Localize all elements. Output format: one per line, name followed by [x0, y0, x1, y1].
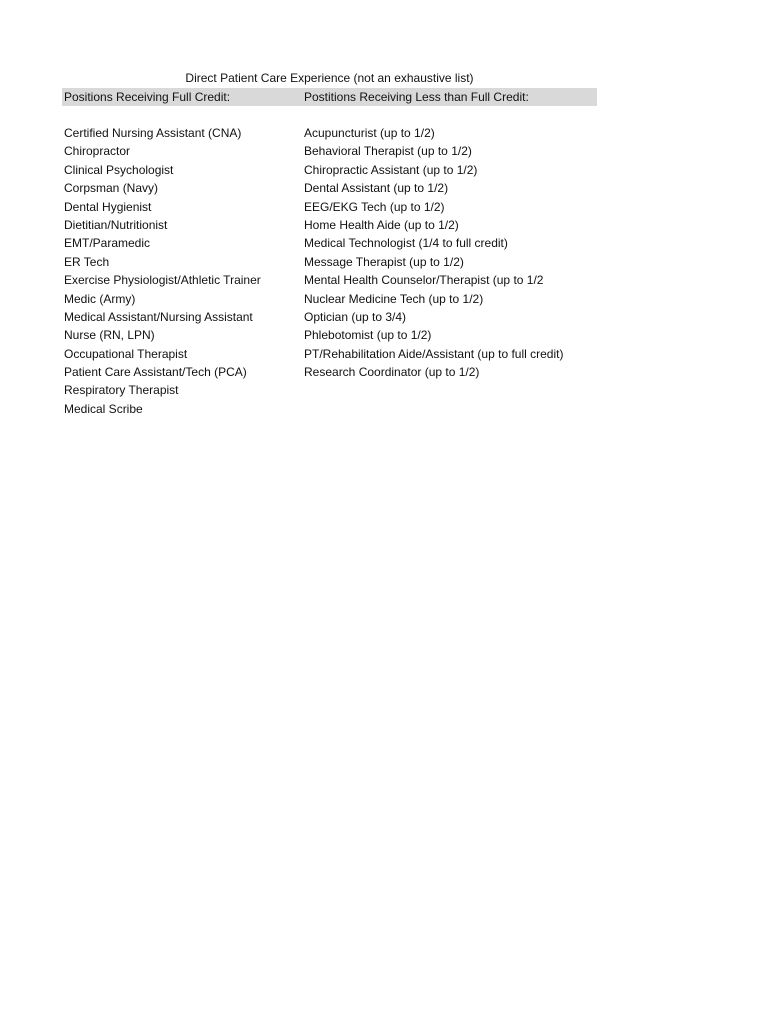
full-credit-header: Positions Receiving Full Credit:: [64, 90, 231, 104]
full-credit-position: Chiropractor: [64, 144, 131, 159]
less-credit-position: Dental Assistant (up to 1/2): [304, 181, 449, 196]
less-credit-position: Message Therapist (up to 1/2): [304, 254, 464, 269]
less-credit-position: Optician (up to 3/4): [304, 309, 407, 324]
less-credit-list: [304, 124, 604, 381]
full-credit-position: Dental Hygienist: [64, 199, 152, 214]
less-credit-position: EEG/EKG Tech (up to 1/2): [304, 199, 445, 214]
full-credit-position: Respiratory Therapist: [64, 383, 179, 398]
less-credit-position: Behavioral Therapist (up to 1/2): [304, 144, 472, 159]
less-credit-position: Chiropractic Assistant (up to 1/2): [304, 162, 478, 177]
full-credit-position: Certified Nursing Assistant (CNA): [64, 126, 242, 140]
page-title: Direct Patient Care Experience (not an exhaustive list): [185, 71, 474, 85]
full-credit-position: Dietitian/Nutritionist: [64, 217, 168, 232]
full-credit-position: ER Tech: [64, 254, 110, 269]
less-credit-position: Phlebotomist (up to 1/2): [304, 328, 432, 343]
full-credit-position: EMT/Paramedic: [64, 236, 151, 251]
full-credit-position: Nurse (RN, LPN): [64, 328, 155, 343]
less-credit-position: Research Coordinator (up to 1/2): [304, 365, 480, 380]
full-credit-position: Corpsman (Navy): [64, 181, 159, 196]
less-credit-position: PT/Rehabilitation Aide/Assistant (up to full credit): [304, 346, 564, 361]
full-credit-position: Medical Scribe: [64, 401, 143, 416]
full-credit-position: Medical Assistant/Nursing Assistant: [64, 309, 253, 324]
full-credit-position: Clinical Psychologist: [64, 162, 174, 177]
full-credit-position: Patient Care Assistant/Tech (PCA): [64, 365, 247, 380]
full-credit-position: Exercise Physiologist/Athletic Trainer: [64, 273, 261, 288]
less-credit-position: Acupuncturist (up to 1/2): [304, 126, 435, 140]
full-credit-position: Medic (Army): [64, 291, 136, 306]
full-credit-list: [64, 124, 300, 418]
less-credit-position: Mental Health Counselor/Therapist (up to 1/2: [304, 273, 544, 288]
header-row: [62, 88, 597, 106]
less-credit-position: Nuclear Medicine Tech (up to 1/2): [304, 291, 484, 306]
less-credit-header: Postitions Receiving Less than Full Credit:: [304, 90, 529, 104]
less-credit-position: Medical Technologist (1/4 to full credit): [304, 236, 508, 251]
full-credit-position: Occupational Therapist: [64, 346, 188, 361]
less-credit-position: Home Health Aide (up to 1/2): [304, 217, 459, 232]
